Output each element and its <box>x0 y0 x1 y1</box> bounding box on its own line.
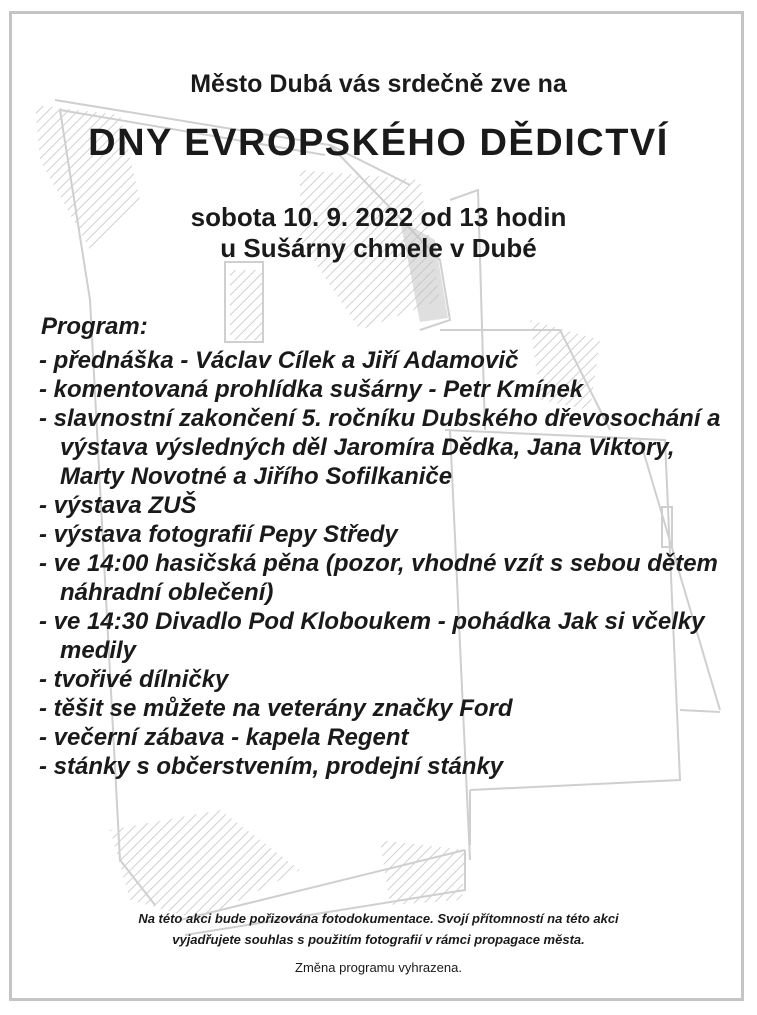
program-item: - ve 14:30 Divadlo Pod Kloboukem - pohádka Jak si včelky medily <box>39 608 705 664</box>
program-item: - ve 14:00 hasičská pěna (pozor, vhodné vzít s sebou dětem náhradní oblečení) <box>39 550 718 606</box>
photo-notice-line-2: vyjadřujete souhlas s použitím fotografií v rámci propagace města. <box>172 932 585 947</box>
event-title: DNY EVROPSKÉHO DĚDICTVÍ <box>88 122 669 164</box>
program-item: - přednáška - Václav Cílek a Jiří Adamovič <box>39 347 519 374</box>
program-label: Program: <box>41 313 148 340</box>
place-line: u Sušárny chmele v Dubé <box>220 233 537 263</box>
program-item: - těšit se můžete na veterány značky Ford <box>39 695 513 722</box>
program-item: - slavnostní zakončení 5. ročníku Dubského dřevosochání a výstava výsledných děl Jaromíra Dědka, Jana Viktory, Marty Novotné a Jiřího Sofilkaniče <box>39 405 721 490</box>
program-list <box>39 346 739 781</box>
program-item: - výstava ZUŠ <box>39 492 197 519</box>
program-item: - výstava fotografií Pepy Středy <box>39 521 398 548</box>
photo-notice-line-1: Na této akci bude pořizována fotodokumentace. Svojí přítomností na této akci <box>138 911 619 926</box>
program-item: - komentovaná prohlídka sušárny - Petr Kmínek <box>39 376 584 403</box>
program-item: - tvořivé dílničky <box>39 666 229 693</box>
photo-notice <box>0 908 757 950</box>
program-change-note: Změna programu vyhrazena. <box>295 960 462 975</box>
invitation-line: Město Dubá vás srdečně zve na <box>190 70 567 98</box>
program-item: - večerní zábava - kapela Regent <box>39 724 409 751</box>
date-line: sobota 10. 9. 2022 od 13 hodin <box>190 202 567 232</box>
date-and-place <box>0 202 757 264</box>
program-item: - stánky s občerstvením, prodejní stánky <box>39 753 504 780</box>
